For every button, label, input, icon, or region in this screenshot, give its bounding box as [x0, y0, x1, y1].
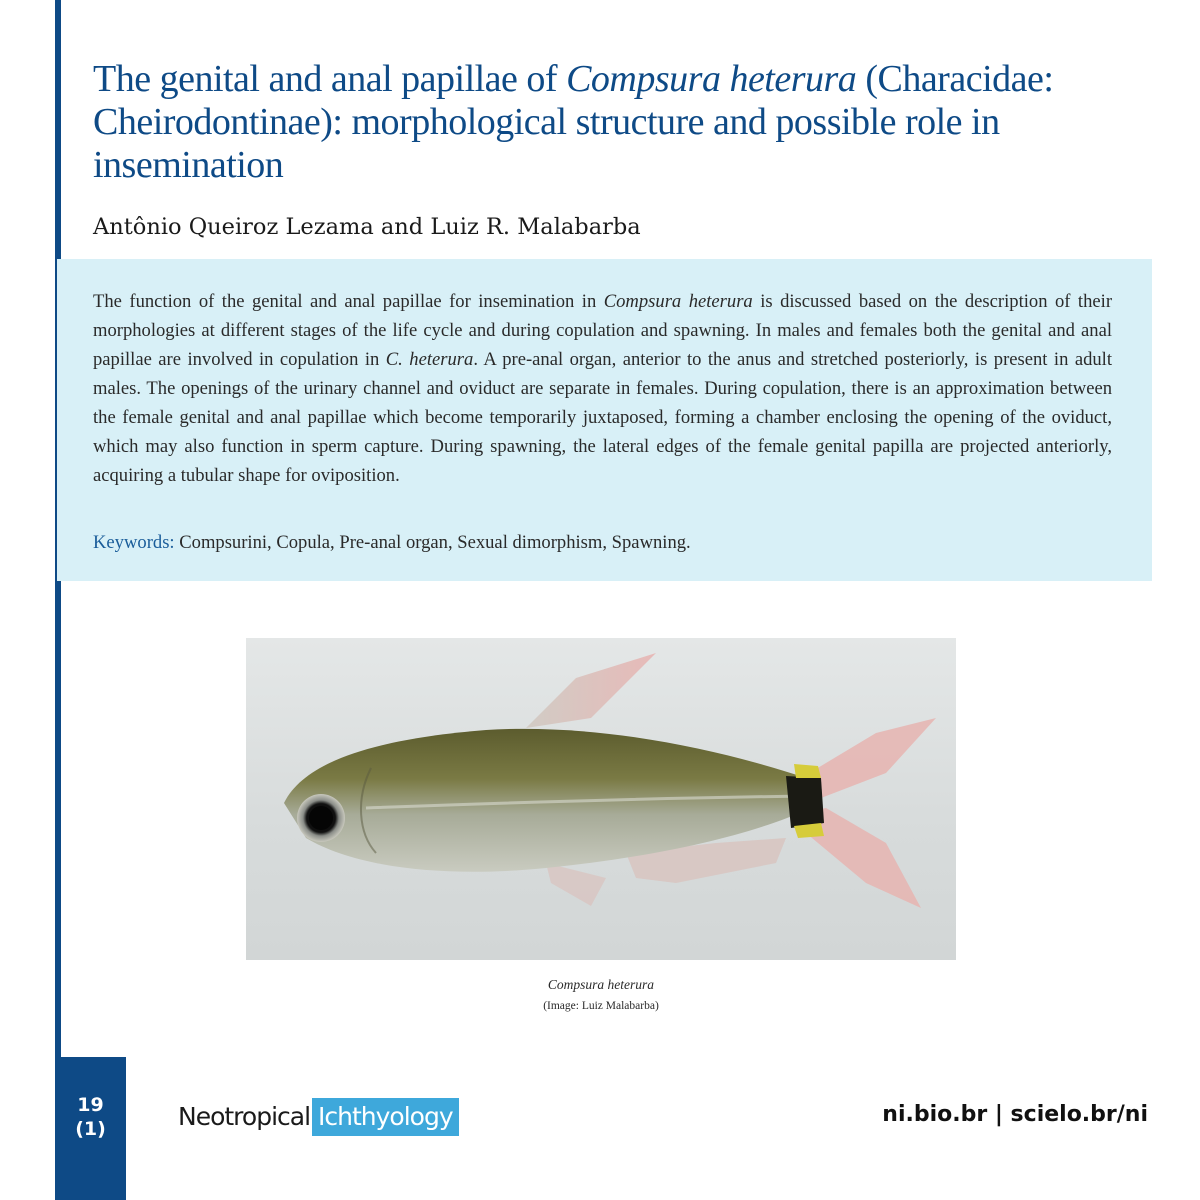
abstract-species-1: Compsura heterura	[603, 291, 753, 312]
volume-number: 19	[77, 1094, 104, 1116]
volume-issue-badge	[55, 1057, 126, 1200]
logo-word-neotropical: Neotropical	[178, 1102, 311, 1131]
keywords-label: Keywords:	[93, 532, 175, 553]
caption-species: Compsura heterura	[547, 977, 655, 992]
caption-credit: (Image: Luiz Malabarba)	[543, 1000, 659, 1012]
fish-illustration	[246, 638, 956, 960]
abstract-text	[93, 287, 1112, 490]
title-pre: The genital and anal papillae of	[93, 58, 567, 100]
article-title	[93, 58, 1103, 187]
figure-caption	[246, 976, 956, 1014]
keywords-text: Compsurini, Copula, Pre-anal organ, Sexual dimorphism, Spawning.	[174, 532, 691, 553]
authors: Antônio Queiroz Lezama and Luiz R. Malabarba	[93, 214, 641, 240]
abstract-part-2: is discussed based on the description of their morphologies at different stages of the life cycle and during copulation and spawning. In males and females both the genital and anal papillae are involved in copulation in	[93, 291, 1113, 370]
fish-photo	[246, 638, 956, 960]
logo-word-ichthyology: Ichthyology	[312, 1098, 459, 1136]
abstract-part-1: The function of the genital and anal papillae for insemination in	[93, 291, 604, 312]
left-accent-bar	[55, 0, 61, 1200]
title-post: (Characidae: Cheirodontinae): morphological structure and possible role in insemination	[93, 58, 1054, 186]
abstract-species-2: C. heterura	[385, 349, 474, 370]
title-species: Compsura heterura	[566, 58, 857, 100]
journal-logo	[178, 1098, 459, 1136]
issue-number: (1)	[75, 1118, 106, 1140]
abstract-part-3: . A pre-anal organ, anterior to the anus and stretched posteriorly, is present in adult males. The openings of the urinary channel and oviduct are separate in females. During copulation, there is an approximation between the female genital and anal papillae which become temporarily juxtaposed, forming a chamber enclosing the opening of the oviduct, which may also function in sperm capture. During spawning, the lateral edges of the female genital papilla are projected anteriorly, acquiring a tubular shape for oviposition.	[93, 349, 1113, 486]
site-links[interactable]: ni.bio.br | scielo.br/ni	[882, 1102, 1148, 1127]
keywords	[93, 532, 1112, 554]
